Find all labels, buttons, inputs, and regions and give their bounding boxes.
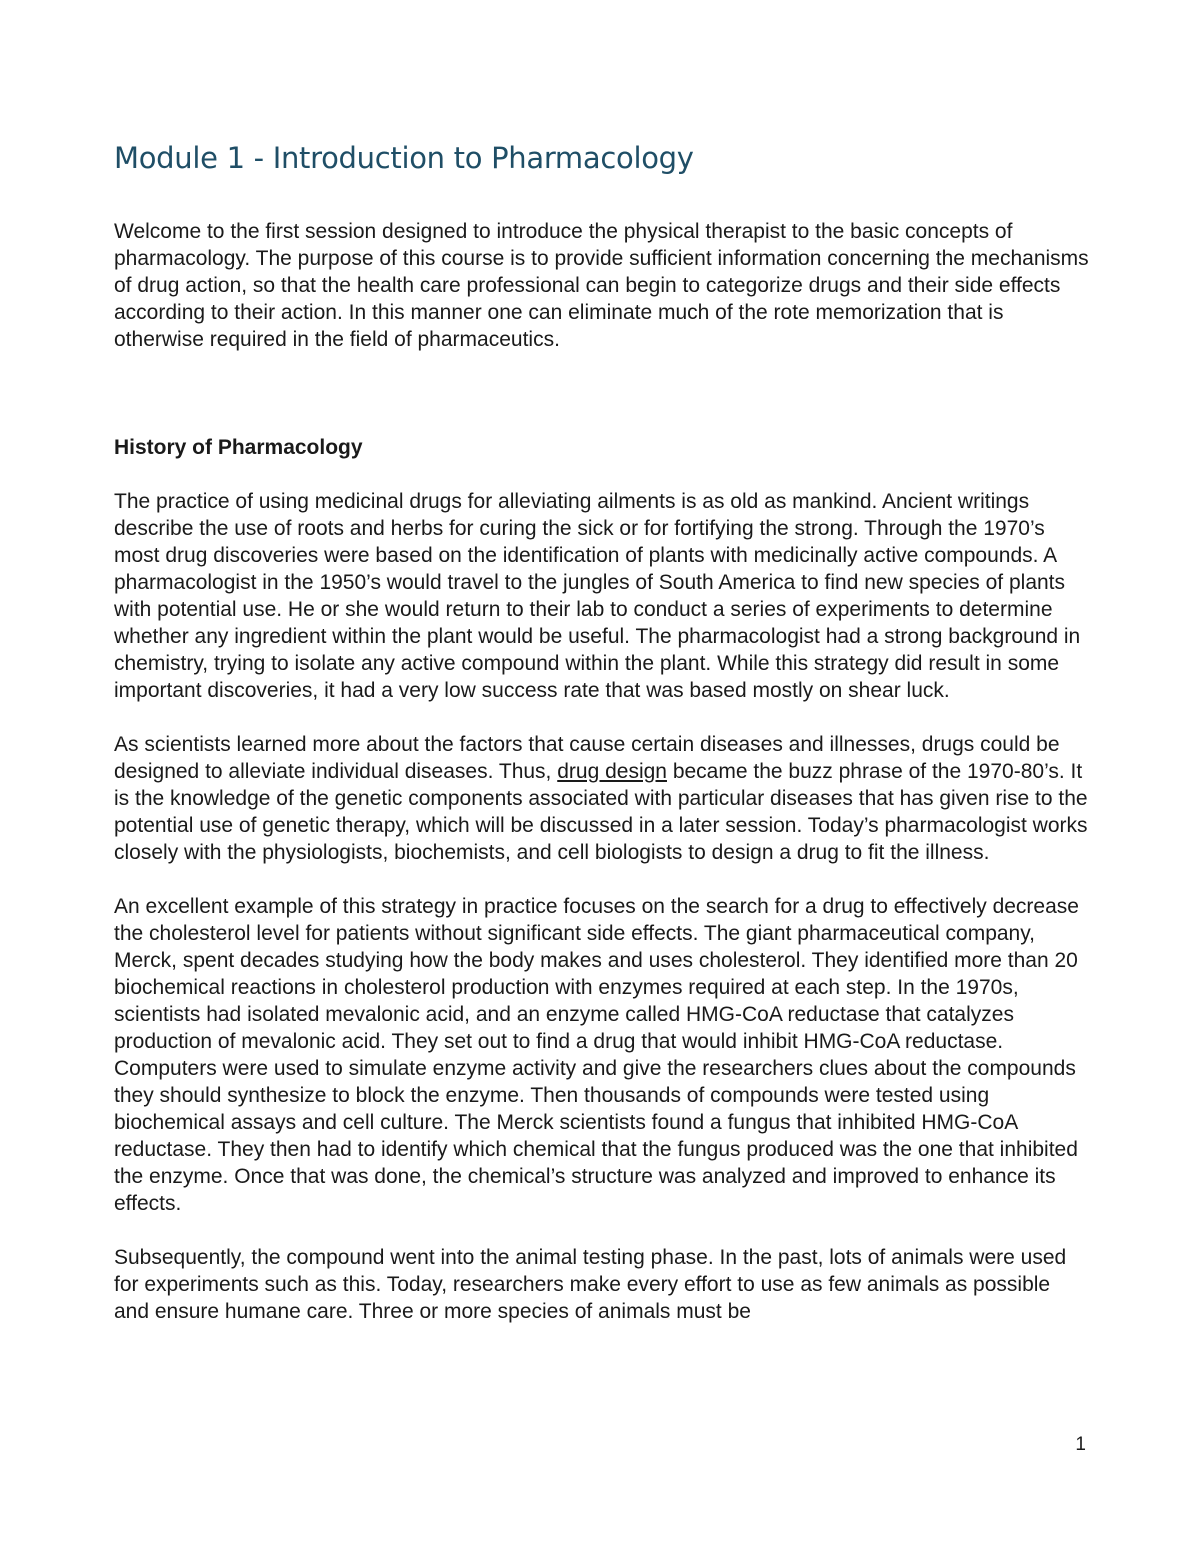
- history-paragraph-2: [114, 731, 1089, 866]
- page-number: 1: [1075, 1434, 1086, 1455]
- drug-design-underlined-term: drug design: [557, 760, 667, 783]
- page-title: Module 1 - Introduction to Pharmacology: [114, 141, 694, 175]
- intro-paragraph: Welcome to the first session designed to introduce the physical therapist to the basic concepts of pharmacology. The purpose of this course is to provide sufficient information concerning the mechanisms of drug action, so that the health care professional can begin to categorize drugs and their side effects according to their action. In this manner one can eliminate much of the rote memorization that is otherwise required in the field of pharmaceutics.: [114, 220, 1089, 351]
- history-paragraph-2-start: As scientists learned more about the factors that cause certain diseases and illnesses, drugs could be designed to alleviate individual diseases. Thus,: [114, 733, 1060, 783]
- history-paragraph-1: The practice of using medicinal drugs for alleviating ailments is as old as mankind. Ancient writings describe the use of roots and herbs for curing the sick or for fortifying the strong. Through the 1970’s most drug discoveries were based on the identification of plants with medicinally active compounds. A pharmacologist in the 1950’s would travel to the jungles of South America to find new species of plants with potential use. He or she would return to their lab to conduct a series of experiments to determine whether any ingredient within the plant would be useful. The pharmacologist had a strong background in chemistry, trying to isolate any active compound within the plant. While this strategy did result in some important discoveries, it had a very low success rate that was based mostly on shear luck.: [114, 490, 1081, 702]
- history-paragraph-3: An excellent example of this strategy in practice focuses on the search for a drug to effectively decrease the cholesterol level for patients without significant side effects. The giant pharmaceutical company, Merck, spent decades studying how the body makes and uses cholesterol. They identified more than 20 biochemical reactions in cholesterol production with enzymes required at each step. In the 1970s, scientists had isolated mevalonic acid, and an enzyme called HMG-CoA reductase that catalyzes production of mevalonic acid. They set out to find a drug that would inhibit HMG-CoA reductase. Computers were used to simulate enzyme activity and give the researchers clues about the compounds they should synthesize to block the enzyme. Then thousands of compounds were tested using biochemical assays and cell culture. The Merck scientists found a fungus that inhibited HMG-CoA reductase. They then had to identify which chemical that the fungus produced was the one that inhibited the enzyme. Once that was done, the chemical’s structure was analyzed and improved to enhance its effects.: [114, 895, 1079, 1215]
- section-heading-history: History of Pharmacology: [114, 436, 363, 459]
- history-paragraph-2-end: became the buzz phrase of the 1970-80’s. It is the knowledge of the genetic components associated with particular diseases that has given rise to the potential use of genetic therapy, which will be discussed in a later session. Today’s pharmacologist works closely with the physiologists, biochemists, and cell biologists to design a drug to fit the illness.: [114, 760, 1088, 864]
- history-paragraph-4: Subsequently, the compound went into the animal testing phase. In the past, lots of animals were used for experiments such as this. Today, researchers make every effort to use as few animals as possible and ensure humane care. Three or more species of animals must be: [114, 1246, 1067, 1323]
- page-content: [114, 138, 1089, 1352]
